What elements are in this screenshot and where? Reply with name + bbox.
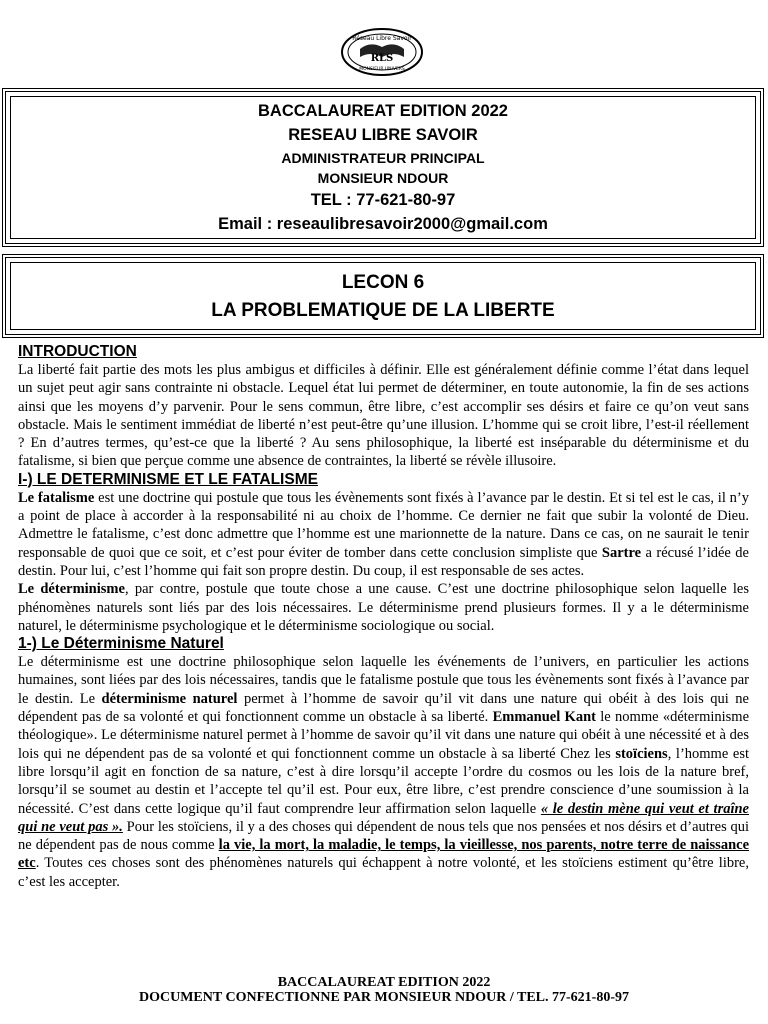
lesson-content [18, 343, 749, 891]
intro-paragraph: La liberté fait partie des mots les plus ambigus et difficiles à définir. Elle est généralement définie comme l’état dans lequel un sujet peut agir sans contrainte ni obstacle. Lequel état lui permet de déterminer, en toute autonomie, la fin de ses actions ainsi que les moyens d’y parvenir. Pour le sens commun, être libre, c’est accomplir ses désirs et faire ce qu’on veut sans obstacle. Mais le sentiment immédiat de liberté n’est peut-être qu’une illusion. L’homme qui se croit libre, l’est-il réellement ? En d’autres termes, qu’est-ce que la liberté ? Au sens philosophique, la liberté est inséparable du déterminisme et du fatalisme, si bien que perçue comme une absence de contraintes, la liberté se révèle illusoire. [18, 362, 749, 470]
header-tel: TEL : 77-621-80-97 [310, 191, 456, 209]
lesson-number: LECON 6 [341, 272, 425, 293]
stoic-examples: la vie, la mort, la maladie, le temps, la vieillesse, nos parents, notre terre de naissance etc [18, 837, 750, 872]
lesson-title: LA PROBLEMATIQUE DE LA LIBERTE [211, 300, 555, 321]
lesson-box [2, 254, 764, 338]
logo-arc-text: Réseau Libre Savoir [352, 35, 412, 42]
fatalism-term: Le fatalisme [18, 489, 95, 506]
rls-logo [340, 27, 424, 77]
logo-bottom-text: MONSIEUR UNIVERS [359, 67, 405, 72]
logo-initials: RLS [370, 53, 394, 64]
intro-heading: INTRODUCTION [18, 343, 137, 360]
header-box [2, 88, 764, 247]
fatalism-paragraph: Le fatalisme est une doctrine qui postule que tous les évènements sont fixés à l’avance par le destin. Et si tel est le cas, il n’y a point de place à accorder à la responsabilité ni au choix de l’homme. Ce dernier ne fait que subir la volonté de Dieu. Admettre le fatalisme, c’est donc admettre que l’homme est une marionnette de la nature. Dans ce cas, on ne saurait le tenir responsable de quoi que ce soit, et c’est pour éviter de tomber dans cette conclusion simpliste que Sartre a récusé l’idée de destin. Pour lui, c’est l’homme qui fait son propre destin. Du coup, il est responsable de ses actes. [18, 489, 749, 579]
section-1-1-heading: 1-) Le Déterminisme Naturel [18, 635, 224, 653]
section-1-heading: I-) LE DETERMINISME ET LE FATALISME [18, 470, 318, 488]
kant-name: Emmanuel Kant [492, 709, 596, 726]
determinism-paragraph: Le déterminisme, par contre, postule que toute chose a une cause. C’est une doctrine philosophique selon laquelle les phénomènes naturels sont liés par des lois nécessaires. Le déterminisme prend plusieurs formes. Il y a le déterminisme naturel, le déterminisme psychologique et le déterminisme sociologique ou social. [18, 581, 749, 634]
footer-line-author: DOCUMENT CONFECTIONNE PAR MONSIEUR NDOUR / TEL. 77-621-80-97 [138, 990, 630, 1005]
stoic-quote: « le destin mène qui veut et traîne qui ne veut pas ». [18, 800, 749, 835]
footer-line-edition: BACCALAUREAT EDITION 2022 [277, 975, 491, 990]
header-line-edition: BACCALAUREAT EDITION 2022 [258, 102, 508, 120]
sartre-name: Sartre [601, 544, 642, 561]
header-line-admin: ADMINISTRATEUR PRINCIPAL [281, 150, 485, 166]
determinism-term: Le déterminisme [18, 581, 125, 598]
header-line-network: RESEAU LIBRE SAVOIR [288, 126, 478, 144]
natural-determinism-paragraph: Le déterminisme est une doctrine philosophique selon laquelle les événements de l’univers, en particulier les actions humaines, sont liées par des lois nécessaires, tandis que le fatalisme postule que tous les évènements sont fixés à l’avance par le destin. Le déterminisme naturel permet à l’homme de savoir qu’il vit dans une nature qui obéit à des lois qui ne dépendent pas de sa volonté et qui fonctionnent comme un obstacle à sa liberté. Emmanuel Kant le nomme «déterminisme théologique». Le déterminisme naturel permet à l’homme de savoir qu’il vit dans une nature qui obéit à une nécessité et à des lois qui ne dépendent pas de sa volonté et qui fonctionnent comme un obstacle à sa liberté Chez les stoïciens, l’homme est libre lorsqu’il agit en fonction de sa nature, c’est à dire lorsqu’il accepte l’ordre du cosmos ou les lois de la nature bref, lorsqu’il se soumet au destin et l’accepte tel qu’il est. Pour eux, être libre, c’est prendre conscience d’une soumission à la nécessité. C’est dans cette logique qu’il faut comprendre leur affirmation selon laquelle « le destin mène qui veut et traîne qui ne veut pas ». Pour les stoïciens, il y a des choses qui dépendent de nous tels que nos pensées et nos désirs et d’autres qui ne dépendent pas de nous comme la vie, la mort, la maladie, le temps, la vieillesse, nos parents, notre terre de naissance etc. Toutes ces choses sont des phénomènes naturels qui échappent à notre volonté, et les stoïciens estiment qu’être libre, c’est les accepter. [18, 654, 750, 890]
page-footer [0, 975, 768, 1005]
header-email: Email : reseaulibresavoir2000@gmail.com [218, 215, 548, 233]
header-line-name: MONSIEUR NDOUR [317, 170, 449, 186]
